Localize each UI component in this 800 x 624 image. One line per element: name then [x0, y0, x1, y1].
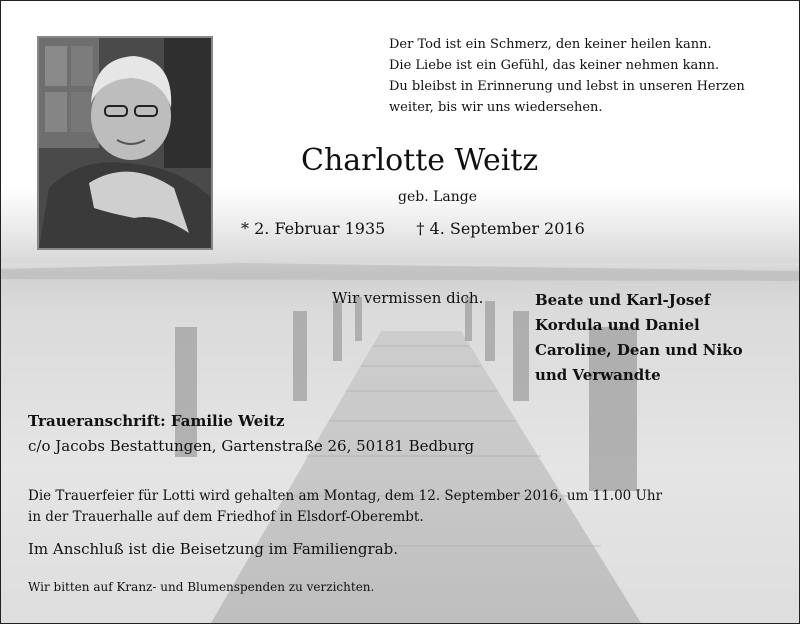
- address-title: Traueranschrift: Familie Weitz: [28, 412, 285, 430]
- mourner: Beate und Karl-Josef: [535, 291, 711, 309]
- mourner: und Verwandte: [535, 366, 661, 384]
- life-dates: [241, 217, 585, 241]
- service-line: in der Trauerhalle auf dem Friedhof in Elsdorf-Oberembt.: [28, 509, 424, 525]
- poem-line: weiter, bis wir uns wiedersehen.: [389, 100, 603, 115]
- maiden-name: geb. Lange: [398, 189, 478, 205]
- deceased-name: Charlotte Weitz: [301, 143, 539, 178]
- birth-date: * 2. Februar 1935: [241, 219, 386, 238]
- poem-line: Du bleibst in Erinnerung und lebst in unseren Herzen: [389, 79, 745, 94]
- burial-info: Im Anschluß ist die Beisetzung im Familiengrab.: [28, 540, 399, 558]
- farewell-text: Wir vermissen dich.: [332, 289, 484, 307]
- service-line: Die Trauerfeier für Lotti wird gehalten am Montag, dem 12. September 2016, um 11.00 Uhr: [28, 488, 663, 504]
- mourner: Caroline, Dean und Niko: [535, 341, 743, 359]
- poem-line: Die Liebe ist ein Gefühl, das keiner nehmen kann.: [389, 58, 720, 73]
- mourner: Kordula und Daniel: [535, 316, 700, 334]
- poem-line: Der Tod ist ein Schmerz, den keiner heilen kann.: [389, 37, 712, 52]
- mourning-address: [28, 409, 474, 459]
- mourners-list: [535, 288, 743, 388]
- portrait-photo: [37, 36, 213, 250]
- death-date: † 4. September 2016: [416, 219, 585, 238]
- funeral-service-info: [28, 486, 662, 528]
- flowers-request: Wir bitten auf Kranz- und Blumenspenden zu verzichten.: [28, 580, 375, 594]
- address-line: c/o Jacobs Bestattungen, Gartenstraße 26, 50181 Bedburg: [28, 437, 475, 455]
- memorial-poem: [389, 34, 779, 118]
